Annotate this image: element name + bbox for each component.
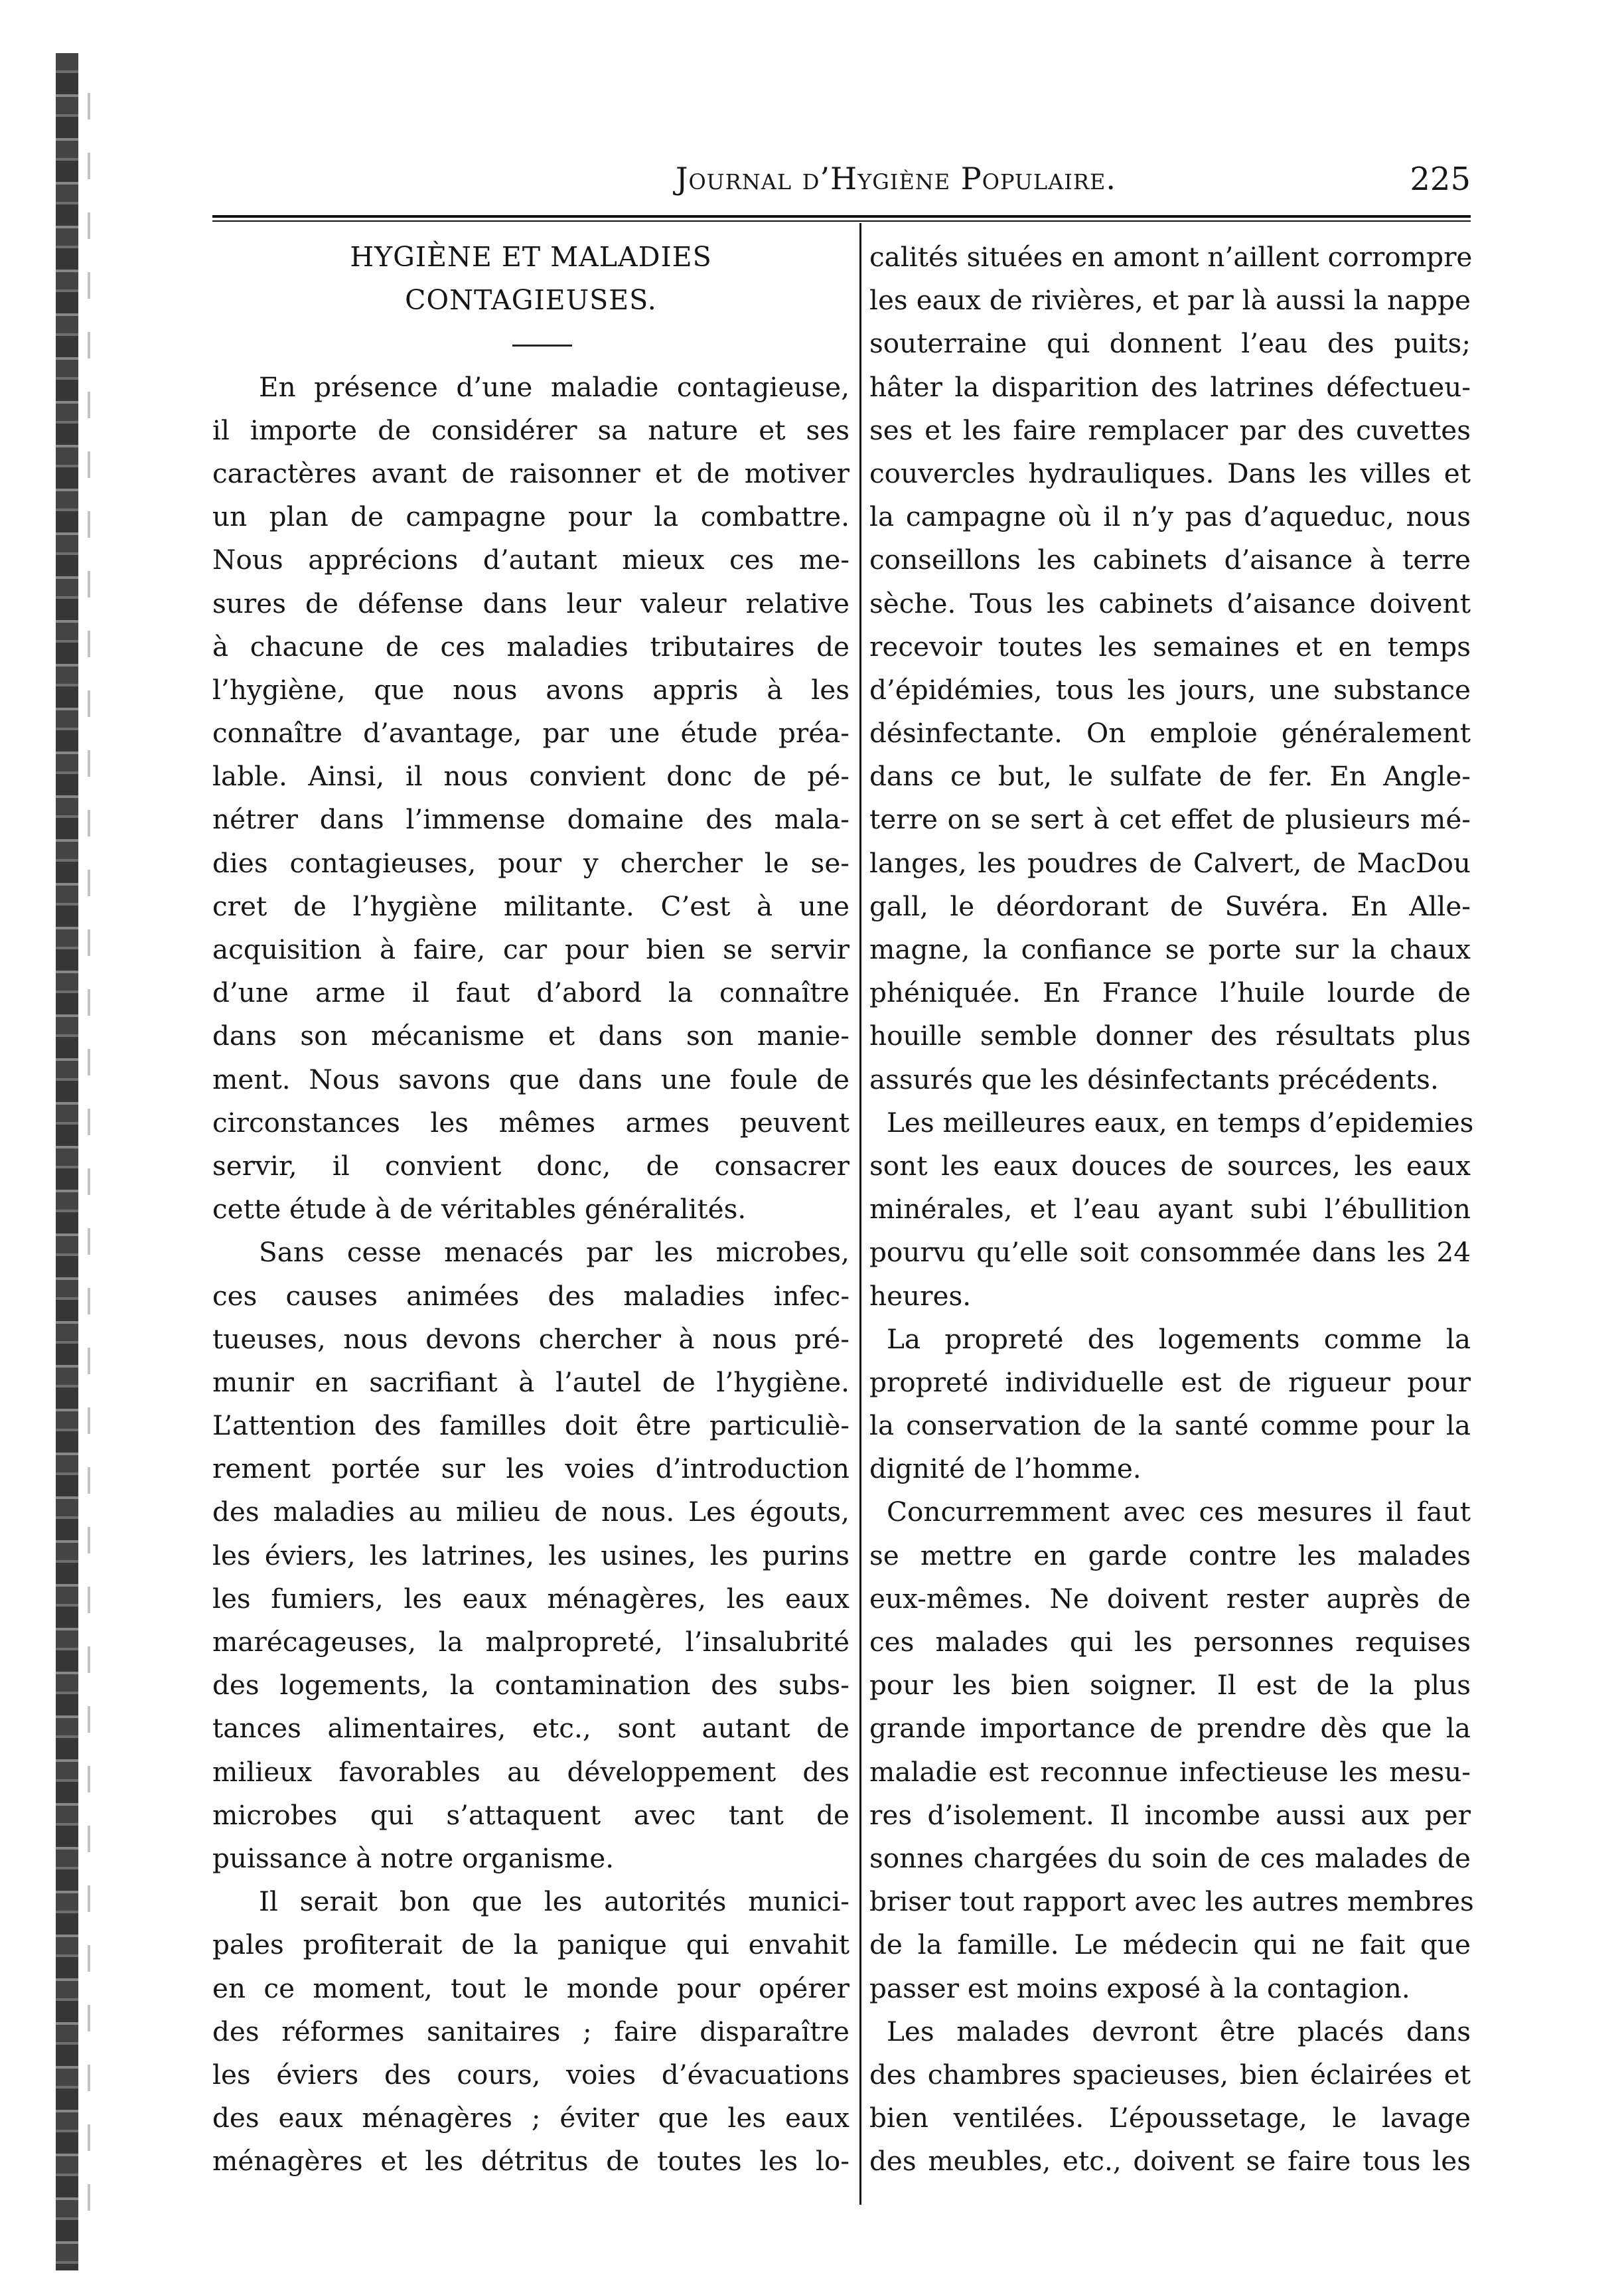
- text-line: res d’isolement. Il incombe aussi aux per: [869, 1798, 1471, 1831]
- text-line: L’attention des familles doit être particuliè-: [212, 1409, 849, 1442]
- text-line: langes, les poudres de Calvert, de MacDou: [869, 846, 1471, 879]
- text-line: désinfectante. On emploie généralement: [869, 717, 1471, 750]
- header-rule-thick: [212, 215, 1471, 218]
- text-line: phéniquée. En France l’huile lourde de: [869, 977, 1471, 1009]
- text-line: un plan de campagne pour la combattre.: [212, 501, 849, 533]
- text-line: l’hygiène, que nous avons appris à les: [212, 673, 849, 706]
- text-line: bien ventilées. L’époussetage, le lavage: [869, 2102, 1471, 2134]
- text-line: ménagères et les détritus de toutes les lo-: [212, 2145, 849, 2177]
- text-line: dignité de l’homme.: [869, 1453, 1142, 1485]
- text-line: les fumiers, les eaux ménagères, les eaux: [212, 1582, 849, 1615]
- text-line: dans ce but, le sulfate de fer. En Angle-: [869, 760, 1471, 793]
- header-rule-thin: [212, 220, 1471, 222]
- text-line: sèche. Tous les cabinets d’aisance doivent: [869, 587, 1471, 619]
- text-line: caractères avant de raisonner et de motiver: [212, 457, 849, 489]
- text-line: maladie est reconnue infectieuse les mesu-: [869, 1755, 1471, 1788]
- text-line: La propreté des logements comme la: [887, 1322, 1471, 1355]
- text-line: heures.: [869, 1279, 972, 1312]
- text-line: d’épidémies, tous les jours, une substance: [869, 673, 1471, 706]
- text-line: nétrer dans l’immense domaine des mala-: [212, 803, 849, 836]
- text-line: des réformes sanitaires ; faire disparaître: [212, 2015, 849, 2047]
- text-line: dies contagieuses, pour y chercher le se-: [212, 846, 849, 879]
- text-line: à chacune de ces maladies tributaires de: [212, 630, 849, 663]
- left-column: [212, 236, 849, 2183]
- text-line: propreté individuelle est de rigueur pour: [869, 1366, 1471, 1398]
- text-line: acquisition à faire, car pour bien se servir: [212, 933, 849, 965]
- text-line: circonstances les mêmes armes peuvent: [212, 1106, 849, 1139]
- text-line: il importe de considérer sa nature et ses: [212, 414, 849, 446]
- text-line: hâter la disparition des latrines défectueu-: [869, 370, 1471, 403]
- text-line: ces causes animées des maladies infec-: [212, 1279, 849, 1312]
- text-line: Nous apprécions d’autant mieux ces me-: [212, 544, 849, 576]
- text-line: munir en sacrifiant à l’autel de l’hygiène.: [212, 1366, 849, 1398]
- text-line: des eaux ménagères ; éviter que les eaux: [212, 2102, 849, 2134]
- text-line: Les malades devront être placés dans: [887, 2015, 1471, 2047]
- right-column: [869, 236, 1474, 2183]
- text-line: Concurremment avec ces mesures il faut: [887, 1496, 1471, 1528]
- text-line: couvercles hydrauliques. Dans les villes et: [869, 457, 1471, 489]
- text-line: ment. Nous savons que dans une foule de: [212, 1063, 849, 1095]
- binding-edge-shadow: [56, 53, 78, 2270]
- text-line: connaître d’avantage, par une étude préa-: [212, 717, 849, 750]
- text-line: Les meilleures eaux, en temps d’epidemies: [887, 1106, 1474, 1139]
- page-number: 225: [1410, 161, 1471, 198]
- text-line: calités situées en amont n’aillent corrompre: [869, 241, 1473, 273]
- text-line: rement portée sur les voies d’introduction: [212, 1453, 849, 1485]
- text-line: houille semble donner des résultats plus: [869, 1020, 1471, 1052]
- text-line: eux-mêmes. Ne doivent rester auprès de: [869, 1582, 1471, 1615]
- text-line: se mettre en garde contre les malades: [869, 1539, 1471, 1571]
- text-line: microbes qui s’attaquent avec tant de: [212, 1798, 849, 1831]
- text-line: tueuses, nous devons chercher à nous pré-: [212, 1322, 849, 1355]
- text-line: milieux favorables au développement des: [212, 1755, 849, 1788]
- text-line: dans son mécanisme et dans son manie-: [212, 1020, 849, 1052]
- article-heading-line-1: HYGIÈNE ET MALADIES: [350, 241, 712, 273]
- text-line: ses et les faire remplacer par des cuvettes: [869, 414, 1471, 446]
- text-line: pales profiterait de la panique qui envahit: [212, 1929, 849, 1961]
- article-heading-line-2: CONTAGIEUSES.: [405, 284, 657, 317]
- text-line: passer est moins exposé à la contagion.: [869, 1972, 1410, 2004]
- text-line: la conservation de la santé comme pour la: [869, 1409, 1471, 1442]
- text-line: terre on se sert à cet effet de plusieurs mé-: [869, 803, 1471, 836]
- text-line: En présence d’une maladie contagieuse,: [259, 370, 849, 403]
- text-line: pourvu qu’elle soit consommée dans les 24: [869, 1236, 1471, 1269]
- text-line: pour les bien soigner. Il est de la plus: [869, 1669, 1471, 1701]
- text-line: puissance à notre organisme.: [212, 1842, 615, 1874]
- text-line: gall, le déordorant de Suvéra. En Alle-: [869, 890, 1471, 922]
- text-line: Il serait bon que les autorités munici-: [259, 1885, 849, 1918]
- text-line: ces malades qui les personnes requises: [869, 1626, 1471, 1658]
- text-line: des maladies au milieu de nous. Les égouts,: [212, 1496, 849, 1528]
- text-line: souterraine qui donnent l’eau des puits;: [869, 327, 1471, 360]
- text-line: des chambres spacieuses, bien éclairées et: [869, 2058, 1471, 2091]
- text-line: sont les eaux douces de sources, les eaux: [869, 1149, 1471, 1182]
- column-divider: [859, 223, 861, 2205]
- text-line: magne, la confiance se porte sur la chaux: [869, 933, 1471, 965]
- text-line: cret de l’hygiène militante. C’est à une: [212, 890, 849, 922]
- text-line: marécageuses, la malpropreté, l’insalubrité: [212, 1626, 849, 1658]
- text-line: en ce moment, tout le monde pour opérer: [212, 1972, 849, 2004]
- page-header: [212, 161, 1471, 200]
- text-line: de la famille. Le médecin qui ne fait que: [869, 1929, 1471, 1961]
- text-line: briser tout rapport avec les autres membres: [869, 1885, 1474, 1918]
- text-line: cette étude à de véritables généralités.: [212, 1193, 747, 1226]
- text-line: les eaux de rivières, et par là aussi la nappe: [869, 284, 1471, 317]
- text-line: sonnes chargées du soin de ces malades de: [869, 1842, 1471, 1874]
- text-line: recevoir toutes les semaines et en temps: [869, 630, 1471, 663]
- running-title: Journal d’Hygiène Populaire.: [676, 161, 1116, 197]
- text-line: lable. Ainsi, il nous convient donc de pé-: [212, 760, 849, 793]
- text-line: des logements, la contamination des subs-: [212, 1669, 849, 1701]
- text-line: d’une arme il faut d’abord la connaître: [212, 977, 849, 1009]
- text-line: servir, il convient donc, de consacrer: [212, 1149, 849, 1182]
- text-line: des meubles, etc., doivent se faire tous les: [869, 2145, 1471, 2177]
- text-line: sures de défense dans leur valeur relative: [212, 587, 849, 619]
- text-line: Sans cesse menacés par les microbes,: [259, 1236, 849, 1269]
- page-edge-marks: [88, 93, 90, 2244]
- text-line: assurés que les désinfectants précédents.: [869, 1063, 1439, 1095]
- text-line: grande importance de prendre dès que la: [869, 1712, 1471, 1745]
- text-line: les éviers des cours, voies d’évacuations: [212, 2058, 849, 2091]
- text-line: la campagne où il n’y pas d’aqueduc, nous: [869, 501, 1471, 533]
- text-line: les éviers, les latrines, les usines, les purins: [212, 1539, 849, 1571]
- text-line: tances alimentaires, etc., sont autant de: [212, 1712, 849, 1745]
- text-line: conseillons les cabinets d’aisance à terre: [869, 544, 1471, 576]
- text-line: minérales, et l’eau ayant subi l’ébullition: [869, 1193, 1471, 1226]
- heading-separator-dash: [212, 322, 849, 365]
